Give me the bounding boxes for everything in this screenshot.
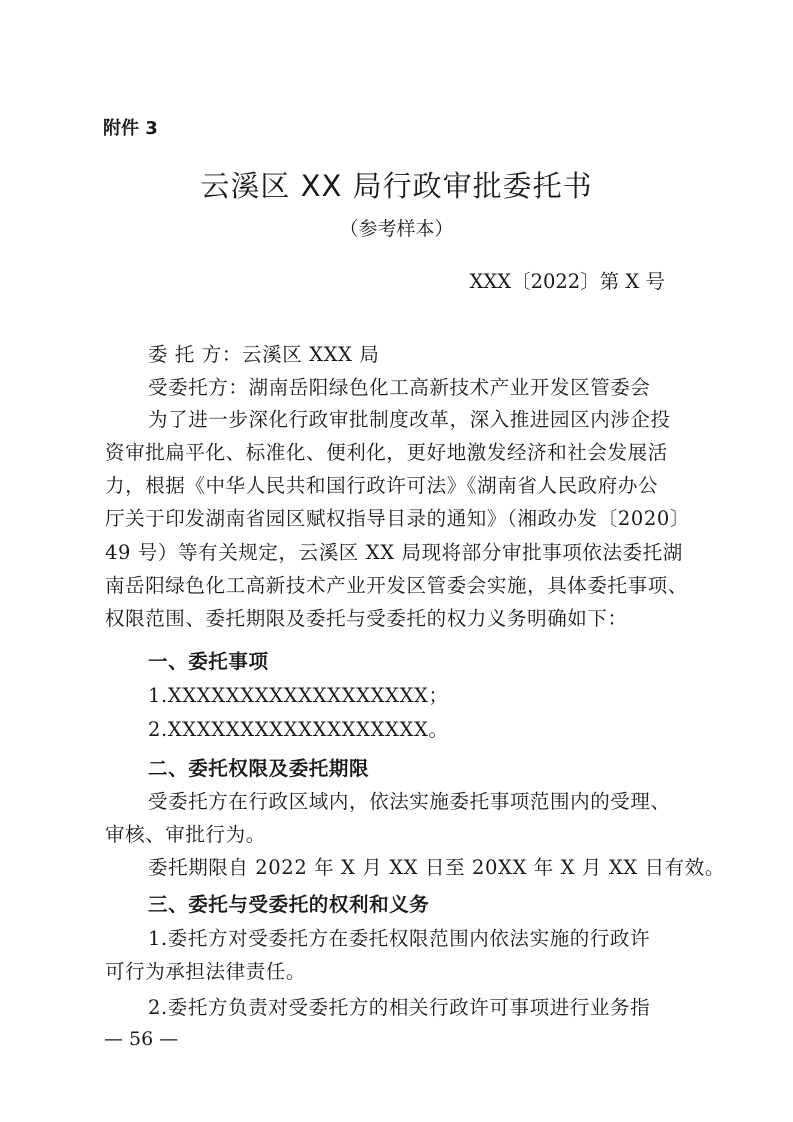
list-item: 2.XXXXXXXXXXXXXXXXXX。: [148, 718, 449, 741]
body-text-line: 审核、审批行为。: [105, 823, 266, 846]
section-heading-1: 一、委托事项: [148, 650, 269, 673]
list-item: 1.XXXXXXXXXXXXXXXXXX；: [148, 684, 449, 707]
entrusted-party-line: 受委托方：湖南岳阳绿色化工高新技术产业开发区管委会: [148, 376, 651, 399]
page-number: — 56 —: [104, 1028, 179, 1050]
body-text-line: 49 号）等有关规定，云溪区 XX 局现将部分审批事项依法委托湖: [105, 541, 683, 564]
body-text-line: 委托期限自 2022 年 X 月 XX 日至 20XX 年 X 月 XX 日有效。: [148, 856, 725, 879]
entrusting-party-line: 委 托 方：云溪区 XXX 局: [148, 343, 380, 366]
body-text-line: 1.委托方对受委托方在委托权限范围内依法实施的行政许: [148, 927, 651, 950]
body-text-line: 2.委托方负责对受委托方的相关行政许可事项进行业务指: [148, 996, 651, 1019]
body-text-line: 权限范围、委托期限及委托与受委托的权力义务明确如下：: [105, 607, 628, 630]
body-text-line: 为了进一步深化行政审批制度改革，深入推进园区内涉企投: [148, 408, 671, 431]
body-text-line: 资审批扁平化、标准化、便利化，更好地激发经济和社会发展活: [105, 441, 668, 464]
body-text-line: 可行为承担法律责任。: [105, 960, 307, 983]
document-subtitle: （参考样本）: [339, 218, 454, 240]
document-title: 云溪区 XX 局行政审批委托书: [200, 169, 593, 203]
attachment-label: 附件 3: [103, 118, 158, 139]
body-text-line: 受委托方在行政区域内，依法实施委托事项范围内的受理、: [148, 790, 671, 813]
body-text-line: 南岳阳绿色化工高新技术产业开发区管委会实施，具体委托事项、: [105, 574, 688, 597]
body-text-line: 厅关于印发湖南省园区赋权指导目录的通知》（湘政办发〔2020〕: [105, 507, 690, 530]
section-heading-3: 三、委托与受委托的权利和义务: [148, 893, 430, 916]
body-text-line: 力，根据《中华人民共和国行政许可法》《湖南省人民政府办公: [105, 474, 659, 497]
document-number: XXX〔2022〕第 X 号: [469, 270, 665, 293]
section-heading-2: 二、委托权限及委托期限: [148, 757, 370, 780]
